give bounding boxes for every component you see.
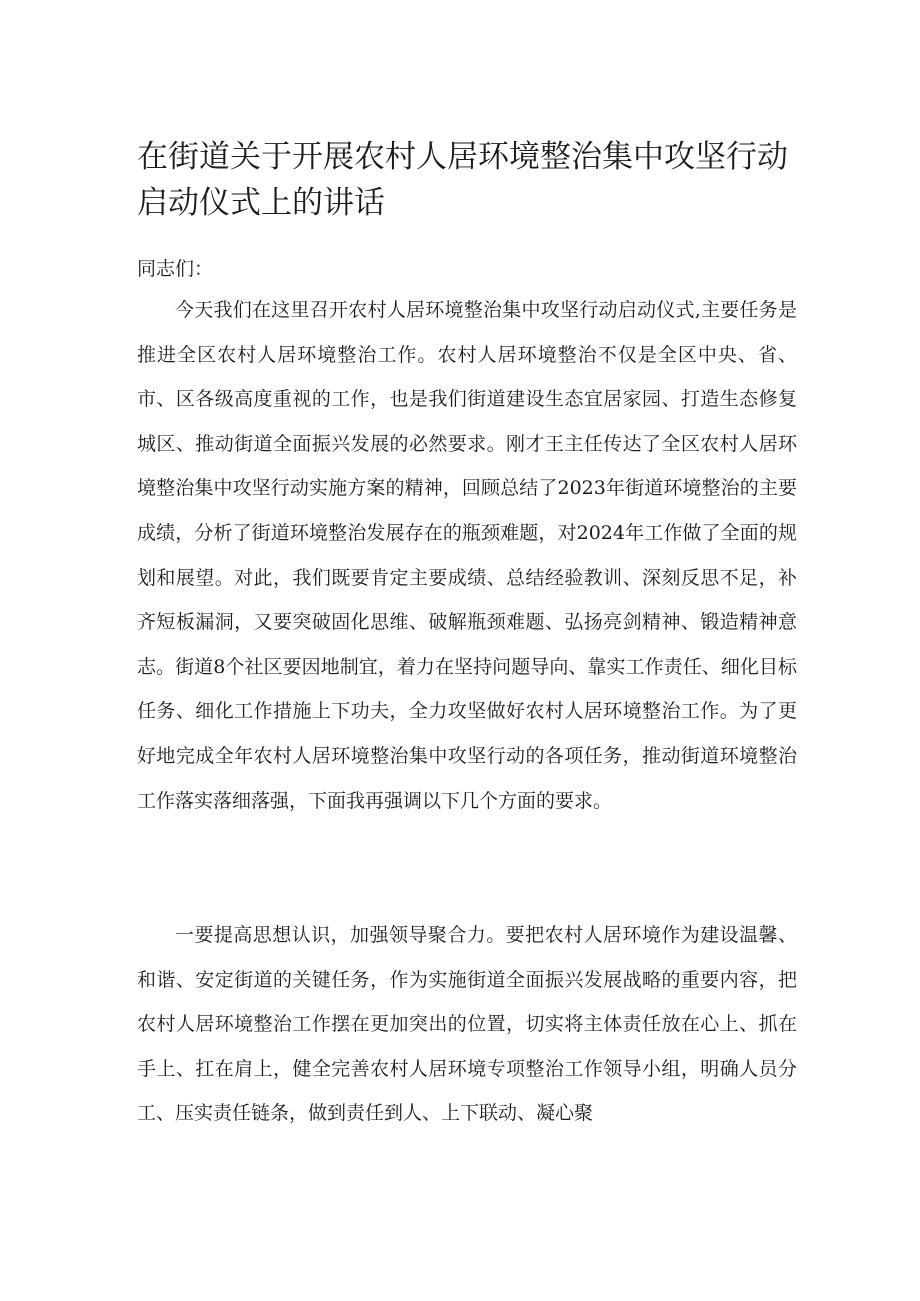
paragraph-1: 今天我们在这里召开农村人居环境整治集中攻坚行动启动仪式,主要任务是推进全区农村人居环境整治工作。农村人居环境整治不仅是全区中央、省、市、区各级高度重视的工作，也是我们街道建设生态宜居家园、打造生态修复城区、推动街道全面振兴发展的必然要求。刚才王主任传达了全区农村人居环境整治集中攻坚行动实施方案的精神，回顾总结了2023年街道环境整治的主要成绩，分析了街道环境整治发展存在的瓶颈难题，对2024年工作做了全面的规划和展望。对此，我们既要肯定主要成绩、总结经验教训、深刻反思不足，补齐短板漏洞，又要突破固化思维、破解瓶颈难题、弘扬亮剑精神、锻造精神意志。街道8个社区要因地制宜，着力在坚持问题导向、靠实工作责任、细化目标任务、细化工作措施上下功夫，全力攻坚做好农村人居环境整治工作。为了更好地完成全年农村人居环境整治集中攻坚行动的各项任务，推动街道环境整治工作落实落细落强，下面我再强调以下几个方面的要求。 (137, 299, 797, 812)
document-title: 在街道关于开展农村人居环境整治集中攻坚行动启动仪式上的讲话 (137, 139, 788, 221)
paragraph-2: 一要提高思想认识，加强领导聚合力。要把农村人居环境作为建设温馨、和谐、安定街道的关键任务，作为实施街道全面振兴发展战略的重要内容，把农村人居环境整治工作摆在更加突出的位置，切实将主体责任放在心上、抓在手上、扛在肩上，健全完善农村人居环境专项整治工作领导小组，明确人员分工、压实责任链条，做到责任到人、上下联动、凝心聚 (137, 924, 797, 1125)
salutation: 同志们： (137, 258, 214, 280)
